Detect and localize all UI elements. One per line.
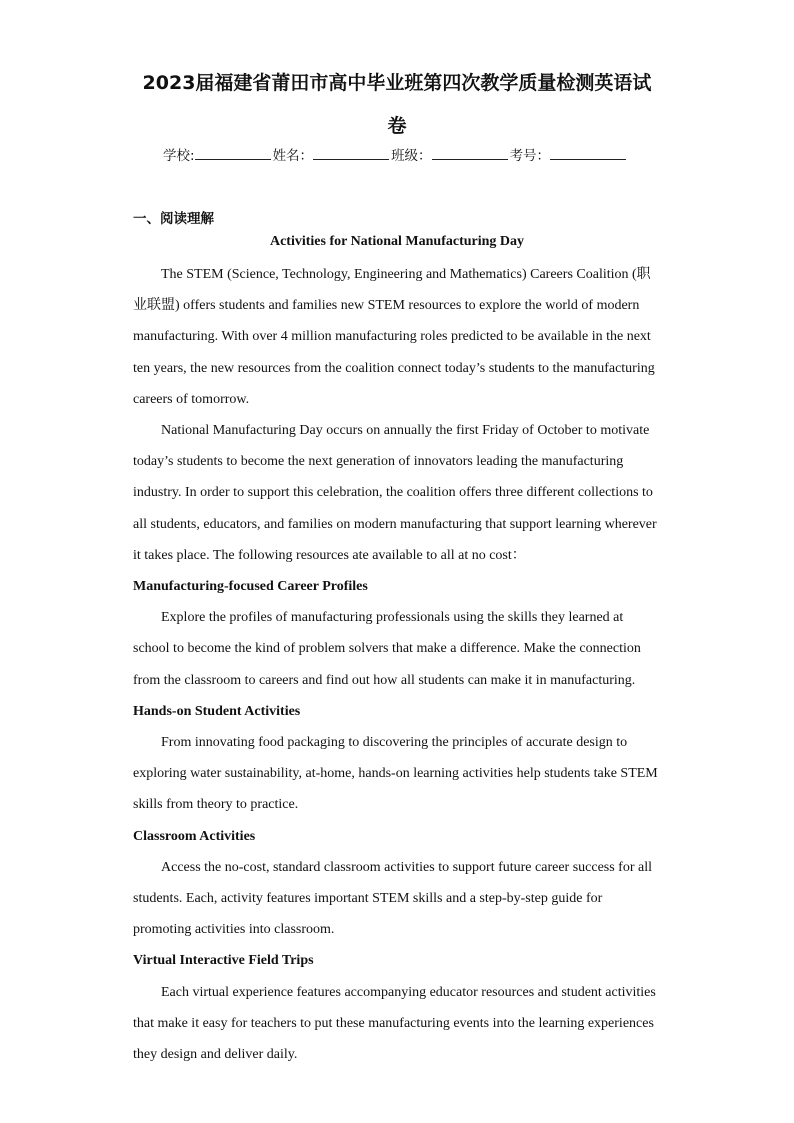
name-label: 姓名： — [272, 148, 314, 164]
exam-title-line1: 2023届福建省莆田市高中毕业班第四次教学质量检测英语试 — [142, 72, 652, 94]
paragraph: The STEM (Science, Technology, Engineering and Mathematics) Careers Coalition (职业联盟) offers students and families new STEM resources to explore the world of modern manufacturing. With over 4 million manufacturing roles predicted to be available in the next ten years, the new resources from the coalition connect today’s students to the manufacturing careers of tomorrow. — [133, 267, 655, 407]
section-heading: 一、阅读理解 — [133, 211, 214, 227]
paragraph: From innovating food packaging to discovering the principles of accurate design to exploring water sustainability, at-home, hands-on learning activities help students take STEM skills from theory to practice. — [133, 735, 658, 813]
school-blank[interactable] — [195, 147, 271, 160]
exam-title-line2: 卷 — [387, 115, 407, 137]
subheading: Manufacturing-focused Career Profiles — [133, 579, 368, 595]
id-label: 考号： — [509, 148, 551, 164]
student-info-row — [163, 144, 628, 164]
name-blank[interactable] — [313, 147, 389, 160]
paragraph: Explore the profiles of manufacturing professionals using the skills they learned at school to become the kind of problem solvers that make a difference. Make the connection from the classroom to careers and find out how all students can make it in manufacturing. — [133, 610, 641, 688]
subheading: Classroom Activities — [133, 828, 256, 844]
id-blank[interactable] — [550, 147, 626, 160]
passage-body — [133, 259, 661, 1070]
subheading: Hands-on Student Activities — [133, 703, 301, 719]
passage-title: Activities for National Manufacturing Day — [269, 234, 525, 249]
school-label: 学校: — [163, 148, 195, 164]
class-label: 班级： — [391, 148, 432, 164]
class-blank[interactable] — [432, 147, 508, 160]
paragraph: Each virtual experience features accompanying educator resources and student activities that make it easy for teachers to put these manufacturing events into the learning experiences they design and deliver daily. — [133, 984, 656, 1063]
paragraph: Access the no-cost, standard classroom activities to support future career success for all students. Each, activity features important STEM skills and a step-by-step guide for promoting activities into classroom. — [133, 859, 652, 938]
subheading: Virtual Interactive Field Trips — [133, 953, 314, 969]
paragraph: National Manufacturing Day occurs on annually the first Friday of October to motivate today’s students to become the next generation of innovators leading the manufacturing industry. In order to support this celebration, the coalition offers three different collections to all students, educators, and families on modern manufacturing that support learning wherever it takes place. The following resources ate available to all at no cost： — [133, 423, 657, 563]
